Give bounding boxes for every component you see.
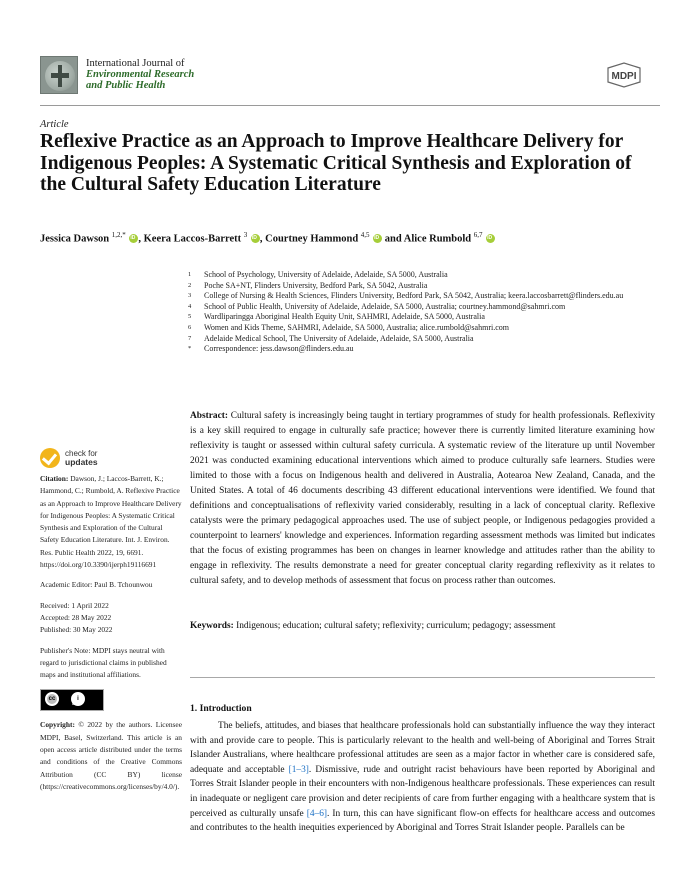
abstract <box>190 409 655 589</box>
check-for-updates-button[interactable] <box>40 447 182 469</box>
affiliation-number: 1 <box>188 271 192 278</box>
citation-text: Dawson, J.; Laccos-Barrett, K.; Hammond, C.; Rumbold, A. Reflexive Practice as an Approach to Improve Healthcare Delivery for Indigenous Peoples: A Systematic Critical Synthesis and Exploration of the Cultural Safety Education Literature. Int. J. Environ. Res. Public Health 2022, 19, 6691. https://doi.org/10.3390/ijerph19116691 <box>40 474 182 570</box>
mdpi-logo-text: MDPI <box>611 71 637 82</box>
accepted-date: Accepted: 28 May 2022 <box>40 612 112 622</box>
journal-logo-icon <box>40 56 78 94</box>
author-list <box>40 231 660 245</box>
affiliation-text: School of Psychology, University of Adelaide, Adelaide, SA 5000, Australia <box>204 270 448 279</box>
author-affiliation-marker: 4,5 <box>360 231 370 239</box>
affiliation-text: Adelaide Medical School, The University of Adelaide, Adelaide, SA 5000, Australia <box>204 333 474 343</box>
dates-block <box>40 600 182 637</box>
mdpi-logo[interactable] <box>602 62 646 88</box>
copyright-block <box>40 719 182 793</box>
keywords-text: Indigenous; education; cultural safety; reflexivity; curriculum; pedagogy; assessment <box>236 621 556 631</box>
received-date: Received: 1 April 2022 <box>40 600 109 610</box>
journal-name <box>86 58 194 91</box>
affiliation-number: 7 <box>188 334 192 342</box>
affiliation-item <box>188 323 658 334</box>
citation-link[interactable]: [4–6] <box>306 808 328 819</box>
orcid-icon[interactable] <box>486 234 495 243</box>
checkmark-icon <box>40 448 60 468</box>
journal-name-line3: and Public Health <box>86 80 166 91</box>
abstract-text: Cultural safety is increasingly being taught in tertiary programmes of study for health professionals. Reflexivity is a key skill required to engage in culturally safe practice; however there is currently limited literature examining how reflexivity is taught or assessed within cultural safety curricula. A systematic review of the literature up until November 2021 was conducted examining educational interventions which aimed to produce culturally safe learners. Studies were limited to those with a focus on Indigenous health and delivered in Australia, Aotearoa New Zealand, Canada, and the United States. A total of 46 documents describing 43 different educational interventions were identified. We found that definitions and conceptualisations of reflexivity varied considerably, resulting in a lack of conceptual clarity. Reflexive catalysts were the primary pedagogical approaches used. The use of subject people, or Indigenous pedagogies provided a counterpoint to learners' knowledge and experiences. Information regarding assessment methods was limited but indicates that the focus of existing programmes has been on changes in learner knowledge and attitudes rather than the ability to engage in reflexivity. The results demonstrate a need for greater conceptual clarity regarding reflexivity as it relates to cultural safety, and to develop methods of assessment that focus on process rather than outcomes. <box>190 411 656 586</box>
attribution-icon: i <box>71 692 85 706</box>
affiliations-list <box>188 270 658 355</box>
affiliation-item <box>188 281 658 292</box>
affiliation-item <box>188 344 658 355</box>
citation-block <box>40 473 182 571</box>
abstract-label: Abstract: <box>190 411 229 421</box>
article-type: Article <box>40 119 69 130</box>
copyright-text: © 2022 by the authors. Licensee MDPI, Basel, Switzerland. This article is an open access article distributed under the terms and conditions of the Creative Commons Attribution (CC BY) license (https://creativecommons.org/licenses/by/4.0/). <box>40 720 182 791</box>
orcid-icon[interactable] <box>251 234 260 243</box>
affiliation-text: Poche SA+NT, Flinders University, Bedford Park, SA 5042, Australia <box>204 280 428 290</box>
affiliation-text: Wardliparingga Aboriginal Health Equity Unit, SAHMRI, Adelaide, SA 5000, Australia <box>204 312 485 322</box>
author-affiliation-marker: 3 <box>243 231 248 239</box>
orcid-icon[interactable] <box>373 234 382 243</box>
medical-cross-icon <box>54 65 66 87</box>
check-updates-line1: check for <box>65 448 98 458</box>
affiliation-text: School of Public Health, University of Adelaide, Adelaide, SA 5000, Australia; courtney.hammond@sahmri.com <box>204 301 566 311</box>
article-sidebar <box>40 447 182 793</box>
affiliation-number: 4 <box>188 302 192 310</box>
paragraph-text: . Dismissive, rude and outright racist behaviours have been reported by Aboriginal and Torres Strait Islander people in their encounters with non-Indigenous healthcare professionals. These experiences can result in inadequate or negligent care provision and deter recipients of care from further engaging with a healthcare system that is perceived as culturally unsafe <box>190 764 655 819</box>
affiliation-number: 3 <box>188 292 192 300</box>
academic-editor: Academic Editor: Paul B. Tchounwou <box>40 580 153 590</box>
affiliation-item <box>188 291 658 302</box>
affiliation-item <box>188 334 658 345</box>
creative-commons-icon: cc <box>45 692 59 706</box>
published-date: Published: 30 May 2022 <box>40 625 113 635</box>
author-affiliation-marker: 6,7 <box>473 231 483 239</box>
section-divider <box>190 677 655 678</box>
publisher-note: Publisher's Note: MDPI stays neutral with regard to jurisdictional claims in published maps and institutional affiliations. <box>40 645 167 680</box>
affiliation-number: 6 <box>188 323 192 331</box>
journal-header <box>40 56 660 104</box>
author-name[interactable]: Courtney Hammond <box>265 233 359 245</box>
paragraph-text: The beliefs, attitudes, and biases that healthcare professionals hold can substantially influence the way they interact with and provide care to people. This is particularly relevant to the health and well-being of Aboriginal and Torres Strait Islander Australians, where healthcare professional attitudes are seen as a major factor in whether care is considered safe, adequate and acceptable <box>190 721 655 775</box>
header-divider <box>40 105 660 106</box>
orcid-icon[interactable] <box>129 234 138 243</box>
author-name[interactable]: Keera Laccos-Barrett <box>143 233 242 245</box>
affiliation-item <box>188 270 658 281</box>
affiliation-number: * <box>188 345 192 353</box>
by-label: BY <box>72 701 79 707</box>
paragraph-text: . In turn, this can have significant flow-on effects for healthcare access and outcomes and contributes to the health inequities experienced by Aboriginal and Torres Strait Islander people. Parallels can be <box>190 808 655 834</box>
keywords <box>190 619 655 633</box>
affiliation-number: 5 <box>188 313 192 321</box>
author-separator: , <box>259 233 266 245</box>
affiliation-number: 2 <box>188 281 192 289</box>
journal-name-line1: International Journal of <box>86 58 185 69</box>
affiliation-item <box>188 312 658 323</box>
author-affiliation-marker: 1,2,* <box>111 231 126 239</box>
copyright-label: Copyright: <box>40 720 75 730</box>
author-name[interactable]: Alice Rumbold <box>403 233 472 245</box>
keywords-label: Keywords: <box>190 621 234 631</box>
affiliation-item <box>188 302 658 313</box>
journal-name-line2: Environmental Research <box>86 69 195 80</box>
section-heading-introduction: 1. Introduction <box>190 703 252 714</box>
citation-label: Citation: <box>40 474 69 483</box>
check-updates-line2: updates <box>65 457 98 467</box>
article-title: Reflexive Practice as an Approach to Improve Healthcare Delivery for Indigenous Peoples: A Systematic Critical Synthesis and Exploration of the Cultural Safety Education Literature <box>40 131 632 195</box>
correspondence-text: Correspondence: jess.dawson@flinders.edu.au <box>204 344 354 354</box>
author-name[interactable]: Jessica Dawson <box>40 233 110 245</box>
affiliation-text: College of Nursing & Health Sciences, Flinders University, Bedford Park, SA 5042, Australia; keera.laccosbarrett@flinders.edu.au <box>204 291 624 301</box>
author-separator: and <box>382 233 404 245</box>
affiliation-text: Women and Kids Theme, SAHMRI, Adelaide, SA 5000, Australia; alice.rumbold@sahmri.com <box>204 322 509 332</box>
citation-link[interactable]: [1–3] <box>288 764 309 775</box>
author-separator: , <box>138 233 144 245</box>
cc-by-license-badge[interactable] <box>40 689 104 711</box>
introduction-paragraph <box>190 719 655 836</box>
